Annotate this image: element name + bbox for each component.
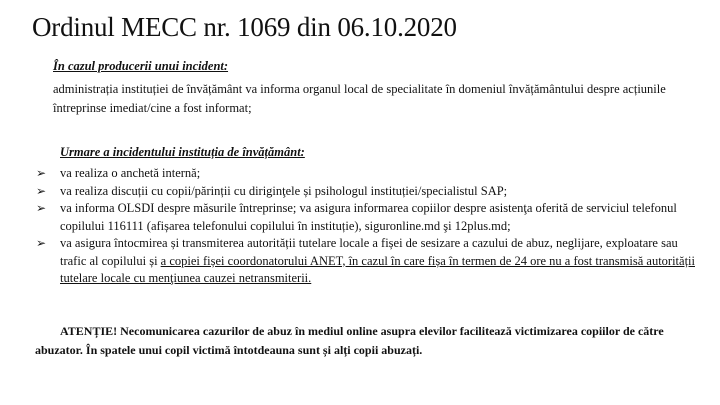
incident-paragraph: administrația instituției de învățământ va informa organul local de specialitate în domeniul învățământului despre acțiunile întreprinse imediat/cine a fost informat; <box>53 82 666 115</box>
list-item-text: va realiza o anchetă internă; <box>60 166 201 180</box>
list-item <box>36 165 696 183</box>
list-item <box>36 200 696 235</box>
arrow-bullet-icon: ➢ <box>36 183 47 198</box>
list-item-text: va asigura întocmirea și transmiterea autorității tutelare locale a fișei de sesizare a cazului de abuz, neglijare, exploatare sau trafic al copilului și <box>60 236 678 268</box>
follow-up-list <box>36 165 696 288</box>
arrow-bullet-icon: ➢ <box>36 201 47 215</box>
list-item-underlined-text: a copiei fișei coordonatorului ANET, în cazul în care fișa în termen de 24 ore nu a fost transmisă autorității tutelare locale cu menţiunea cauzei netransmiterii. <box>60 253 695 285</box>
arrow-bullet-icon: ➢ <box>36 236 47 250</box>
warning-paragraph: ATENȚIE! Necomunicarea cazurilor de abuz în mediul online asupra elevilor facilitează victimizarea copiilor de către abuzator. În spatele unui copil victimă întotdeauna sunt și alți copii abuzați. <box>35 324 664 357</box>
page-title: Ordinul MECC nr. 1069 din 06.10.2020 <box>32 12 457 42</box>
list-item <box>36 183 696 201</box>
arrow-bullet-icon: ➢ <box>36 166 47 180</box>
list-item <box>36 235 696 288</box>
incident-heading: În cazul producerii unui incident: <box>53 59 229 73</box>
list-item-text: va realiza discuții cu copii/părinții cu diriginţele și psihologul instituției/specialistul SAP; <box>60 183 508 198</box>
follow-up-heading: Urmare a incidentului instituția de învățământ: <box>60 145 305 159</box>
list-item-text: va informa OLSDI despre măsurile întreprinse; va asigura informarea copiilor despre asistenţa oferită de serviciul telefonul copilului 116111 (afișarea telefonului copilului în instituție), siguronline.md şi 12plus.md; <box>60 201 677 233</box>
